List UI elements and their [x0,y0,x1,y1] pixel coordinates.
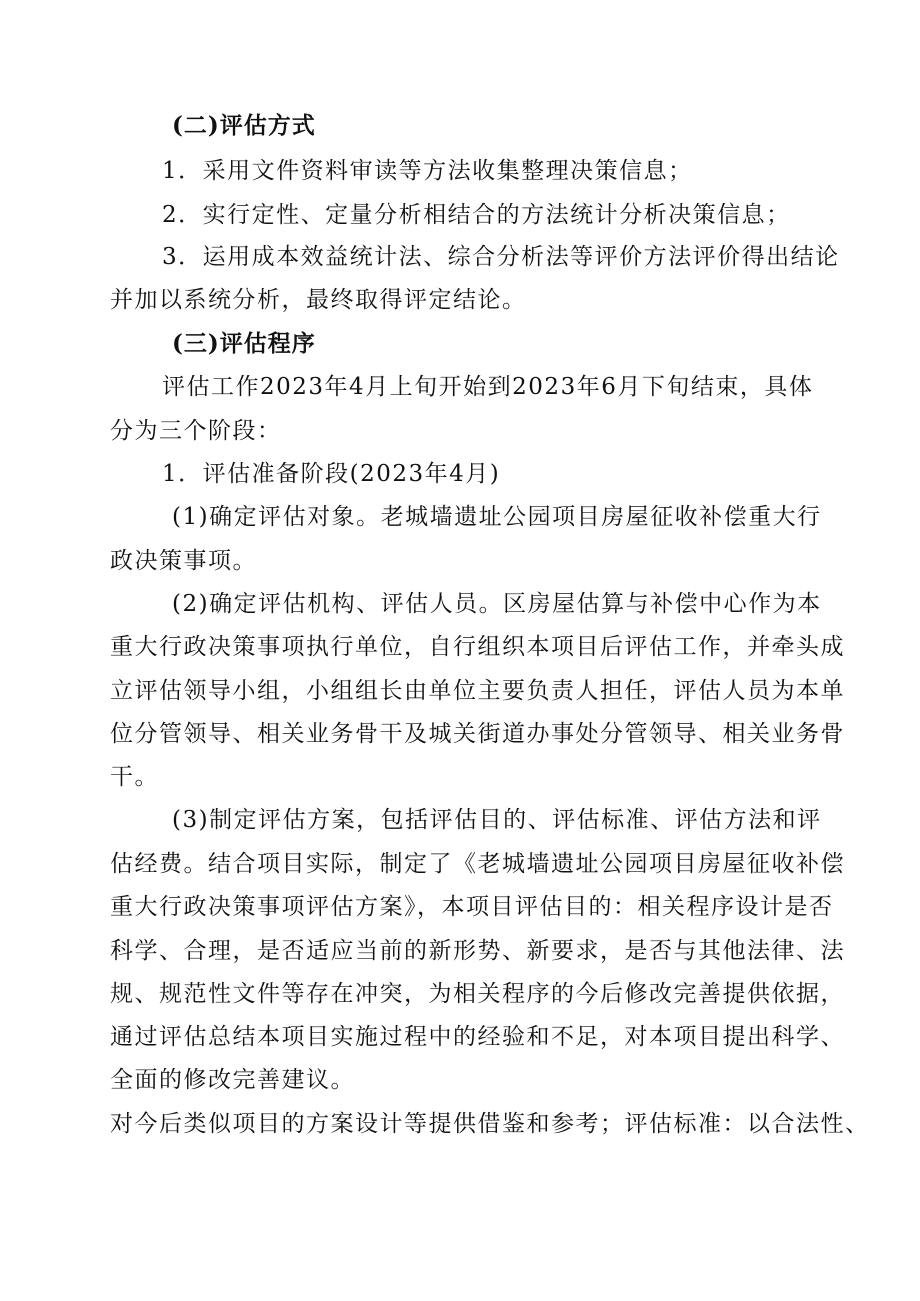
stage-1-item-2: (2)确定评估机构、评估人员。区房屋估算与补偿中心作为本 [172,591,822,617]
stage-1-item-3-line-3: 重大行政决策事项评估方案》，本项目评估目的：相关程序设计是否 [110,894,834,920]
stage-1-item-1: (1)确定评估对象。老城墙遗址公园项目房屋征收补偿重大行 [172,504,822,530]
stage-1-item-2-line-3: 立评估领导小组，小组组长由单位主要负责人担任，评估人员为本单 [110,678,845,704]
stage-1-item-3: (3)制定评估方案，包括评估目的、评估标准、评估方法和评 [172,807,822,833]
section-heading-evaluation-method: (二)评估方式 [172,112,316,139]
stage-1-heading: 1．评估准备阶段(2023年4月) [162,461,501,487]
procedure-intro-continued: 分为三个阶段： [110,418,282,444]
stage-1-item-1-continued: 政决策事项。 [110,548,257,574]
stage-1-item-3-line-8: 对今后类似项目的方案设计等提供借鉴和参考；评估标准：以合法性、 [110,1111,870,1137]
stage-1-item-3-line-2: 估经费。结合项目实际，制定了《老城墙遗址公园项目房屋征收补偿 [110,851,845,877]
stage-1-item-2-line-2: 重大行政决策事项执行单位，自行组织本项目后评估工作，并牵头成 [110,634,845,660]
section-heading-evaluation-procedure: (三)评估程序 [172,330,316,357]
stage-1-item-3-line-5: 规、规范性文件等存在冲突，为相关程序的今后修改完善提供依据， [110,981,845,1007]
method-item-3-continued: 并加以系统分析，最终取得评定结论。 [110,287,527,313]
method-item-3: 3．运用成本效益统计法、综合分析法等评价方法评价得出结论 [162,244,840,270]
stage-1-item-3-line-4: 科学、合理，是否适应当前的新形势、新要求，是否与其他法律、法 [110,938,845,964]
method-item-1: 1．采用文件资料审读等方法收集整理决策信息； [162,158,693,184]
stage-1-item-3-line-6: 通过评估总结本项目实施过程中的经验和不足，对本项目提出科学、 [110,1024,845,1050]
method-item-2: 2．实行定性、定量分析相结合的方法统计分析决策信息； [162,202,791,228]
stage-1-item-2-line-4: 位分管领导、相关业务骨干及城关街道办事处分管领导、相关业务骨 [110,721,845,747]
stage-1-item-3-line-7: 全面的修改完善建议。 [110,1067,355,1093]
stage-1-item-2-line-5: 干。 [110,764,159,790]
procedure-intro: 评估工作2023年4月上旬开始到2023年6月下旬结束，具体 [162,374,814,400]
